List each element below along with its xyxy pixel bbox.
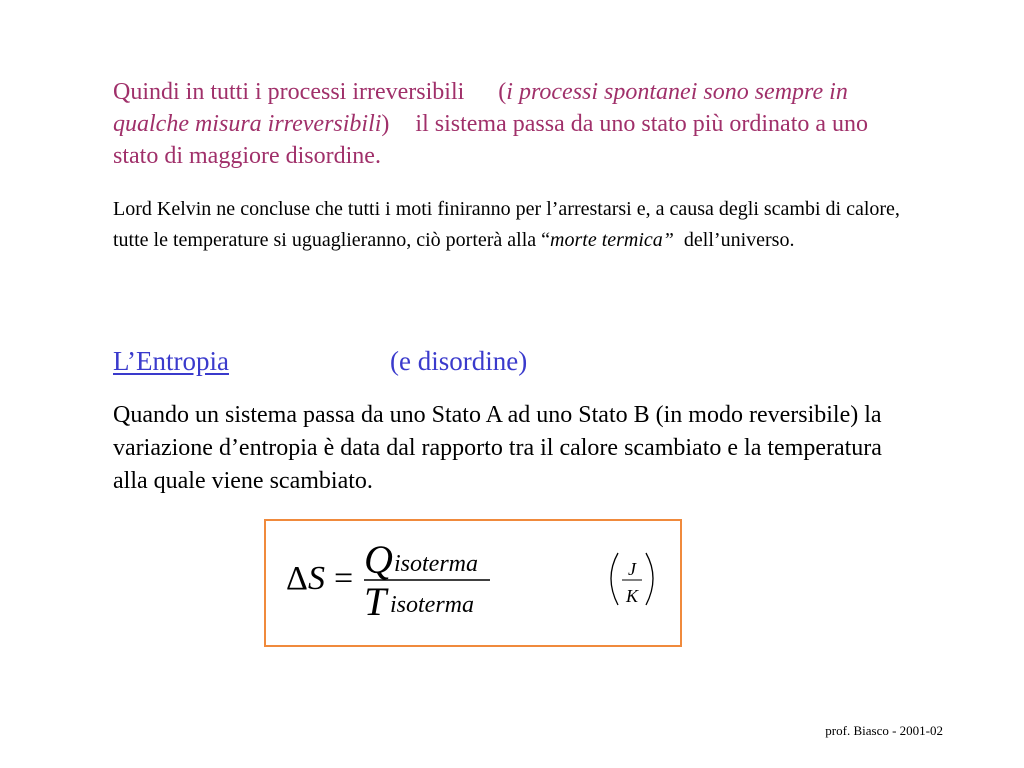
formula-equals: =: [334, 560, 354, 597]
unit-denominator: K: [625, 586, 639, 606]
intro-italic-note: i processi spontanei sono sempre in qualche misura irreversibili: [113, 79, 848, 137]
intro-paren-close: ): [381, 111, 390, 137]
section-subtitle: (e disordine): [389, 346, 528, 376]
kelvin-italic-term: morte termica”: [550, 229, 674, 251]
footer-credit: prof. Biasco - 2001-02: [825, 723, 943, 738]
intro-text-start: Quindi in tutti i processi irreversibili: [113, 79, 465, 105]
definition-text: Quando un sistema passa da uno Stato A ad uno Stato B (in modo reversibile) la variazione d’entropia è data dal rapporto tra il calore scambiato e la temperatura alla quale viene scambiato.: [113, 402, 882, 494]
intro-text-end: il sistema passa da uno stato più ordinato a uno stato di maggiore disordine.: [113, 111, 869, 169]
formula-numerator-symbol: Q: [364, 537, 393, 582]
kelvin-text-end: dell’universo.: [683, 229, 795, 251]
unit-numerator: J: [628, 559, 636, 579]
formula-lhs-symbol: S: [308, 560, 325, 597]
intro-paragraph: [113, 76, 893, 172]
section-title-link[interactable]: L’Entropia: [113, 346, 229, 376]
formula-denominator-subscript: isoterma: [390, 592, 474, 618]
formula-numerator-subscript: isoterma: [394, 551, 478, 577]
intro-paren-open: (: [498, 79, 507, 105]
entropy-formula: [266, 521, 680, 645]
kelvin-paragraph: [113, 194, 913, 256]
section-heading: [113, 343, 527, 379]
formula-box: [264, 519, 682, 647]
definition-paragraph: [113, 399, 913, 498]
unit-left-paren: [611, 553, 618, 605]
unit-right-paren: [646, 553, 653, 605]
formula-delta: Δ: [286, 560, 308, 597]
kelvin-text-start: Lord Kelvin ne concluse che tutti i moti finiranno per l’arrestarsi e, a causa degli scambi di calore, tutte le temperature si uguaglieranno, ciò porterà alla “: [113, 198, 900, 251]
formula-denominator-symbol: T: [364, 579, 387, 624]
